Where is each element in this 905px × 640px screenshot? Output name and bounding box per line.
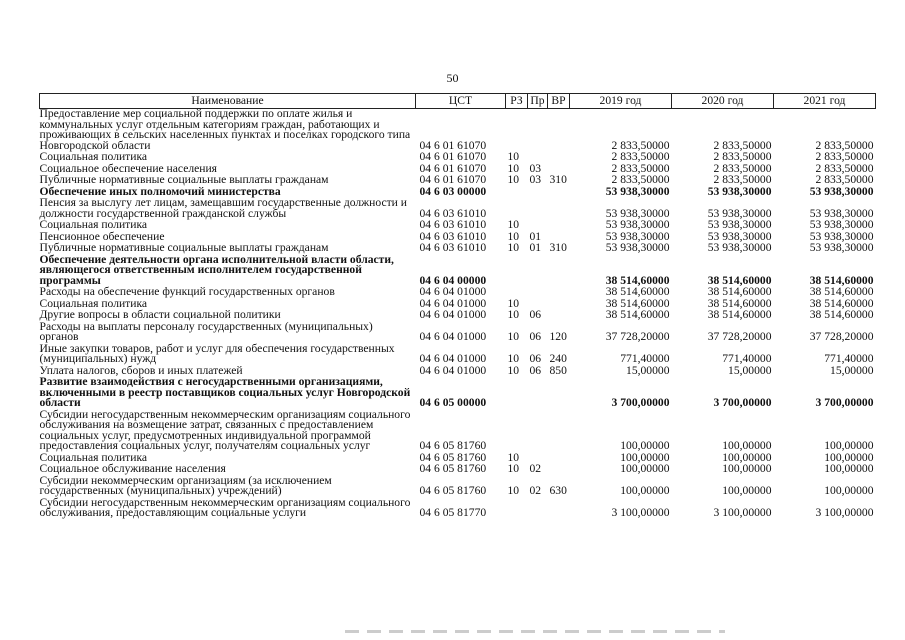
cell-name: Социальное обеспечение населения [39, 161, 218, 175]
cell-rz: 10 [507, 229, 520, 243]
cell-pr: 06 [529, 363, 542, 377]
cell-vr [548, 453, 570, 465]
header-pr: Пр [528, 94, 548, 109]
cell-name: Субсидии некоммерческим организациям (за исключением государственных (муниципальных) учреждений) [39, 473, 332, 497]
cell-vr [548, 464, 570, 476]
cell-vr [548, 287, 570, 299]
cell-name: Субсидии негосударственным некоммерческим организациям социального обслуживания на возмещение затрат, связанных с предоставлением социальных услуг, предусмотренных индивидуальной программой предоставления социальных услуг, получателям социальных услуг [39, 407, 411, 452]
cell-name: Расходы на выплаты персоналу государственных (муниципальных) органов [39, 319, 373, 343]
cell-rz: 10 [507, 450, 520, 464]
cell-name: Социальная политика [39, 296, 148, 310]
cell-y2021: 37 728,20000 [809, 330, 874, 343]
cell-vr: 310 [549, 241, 567, 254]
cell-cst: 04 6 04 01000 [419, 330, 487, 343]
cell-vr [548, 255, 570, 288]
cell-y2021: 53 938,30000 [809, 229, 874, 243]
cell-name: Социальная политика [39, 450, 148, 464]
cell-vr [548, 198, 570, 220]
cell-y2019: 53 938,30000 [605, 206, 670, 220]
cell-vr [548, 299, 570, 311]
cell-y2021: 38 514,60000 [809, 273, 874, 287]
header-2020: 2020 год [672, 94, 774, 109]
cell-cst: 04 6 03 00000 [419, 184, 487, 198]
cell-y2020: 100,00000 [722, 462, 772, 475]
table-row [40, 498, 876, 520]
cell-cst: 04 6 05 00000 [419, 396, 487, 409]
cell-cst: 04 6 04 00000 [419, 273, 487, 287]
table-row [40, 476, 876, 498]
cell-y2021: 15,00000 [830, 363, 874, 377]
cell-y2019: 38 514,60000 [605, 308, 670, 321]
table-row [40, 410, 876, 453]
cell-y2021: 38 514,60000 [809, 308, 874, 321]
cell-vr: 240 [549, 352, 567, 365]
cell-y2019: 38 514,60000 [605, 273, 670, 287]
cell-pr [528, 198, 548, 220]
cell-y2020: 3 700,00000 [713, 396, 772, 409]
cell-cst: 04 6 05 81760 [419, 450, 487, 464]
cell-y2020: 53 938,30000 [707, 241, 772, 254]
cell-cst: 04 6 01 61070 [419, 138, 487, 152]
cell-pr: 02 [529, 462, 542, 475]
cell-y2021: 53 938,30000 [809, 206, 874, 220]
cell-cst: 04 6 01 61070 [419, 150, 487, 163]
cell-pr [528, 255, 548, 288]
cell-cst: 04 6 04 01000 [419, 296, 487, 310]
cell-cst: 04 6 05 81760 [419, 484, 487, 497]
cell-vr [548, 498, 570, 520]
cell-y2019: 2 833,50000 [611, 173, 670, 186]
cell-rz [506, 377, 528, 410]
cell-y2019: 771,40000 [620, 352, 670, 365]
cell-rz: 10 [507, 296, 520, 310]
cell-y2019: 100,00000 [620, 439, 670, 452]
table-row [40, 377, 876, 410]
cell-vr [548, 310, 570, 322]
header-2021: 2021 год [774, 94, 876, 109]
cell-y2020: 771,40000 [722, 352, 772, 365]
cell-y2020: 53 938,30000 [707, 218, 772, 231]
cell-pr [528, 377, 548, 410]
cell-name: Социальная политика [39, 150, 148, 163]
table-row [40, 322, 876, 344]
cell-y2019: 100,00000 [620, 462, 670, 475]
cell-rz: 10 [507, 218, 520, 231]
cell-y2021: 2 833,50000 [815, 173, 874, 186]
cell-rz [506, 187, 528, 199]
cell-name: Пенсионное обеспечение [39, 229, 165, 243]
cell-name: Пенсия за выслугу лет лицам, замещавшим государственные должности и должности государственной гражданской службы [39, 196, 407, 220]
cell-cst: 04 6 04 01000 [419, 308, 487, 321]
cell-pr [528, 410, 548, 453]
cell-vr: 310 [549, 173, 567, 186]
cell-y2020: 2 833,50000 [713, 138, 772, 152]
cell-name: Обеспечение иных полномочий министерства [39, 184, 281, 198]
cell-y2019: 100,00000 [620, 450, 670, 464]
cell-y2021: 38 514,60000 [809, 285, 874, 298]
cell-y2021: 100,00000 [824, 450, 874, 464]
cell-cst: 04 6 03 61010 [419, 218, 487, 231]
cell-pr: 06 [529, 352, 542, 365]
cell-y2020: 37 728,20000 [707, 330, 772, 343]
cell-rz: 10 [507, 363, 520, 377]
header-vr: ВР [548, 94, 570, 109]
cell-rz: 10 [507, 241, 520, 254]
cell-y2020: 53 938,30000 [707, 184, 772, 198]
cell-y2020: 3 100,00000 [713, 506, 772, 519]
scan-artifact [345, 630, 725, 633]
cell-pr [528, 287, 548, 299]
cell-y2021: 3 100,00000 [815, 506, 874, 519]
cell-y2021: 100,00000 [824, 484, 874, 497]
cell-cst: 04 6 04 01000 [419, 352, 487, 365]
cell-vr: 630 [549, 484, 567, 497]
cell-name: Публичные нормативные социальные выплаты гражданам [39, 173, 329, 186]
cell-y2020: 38 514,60000 [707, 285, 772, 298]
cell-y2020: 2 833,50000 [713, 173, 772, 186]
cell-y2020: 53 938,30000 [707, 206, 772, 220]
cell-pr [528, 187, 548, 199]
cell-rz [506, 198, 528, 220]
table-row [40, 109, 876, 153]
table-row [40, 344, 876, 366]
cell-y2021: 53 938,30000 [809, 218, 874, 231]
cell-pr: 06 [529, 330, 542, 343]
cell-y2019: 38 514,60000 [605, 285, 670, 298]
cell-rz [506, 410, 528, 453]
cell-vr: 120 [549, 330, 567, 343]
cell-rz [506, 498, 528, 520]
cell-vr [548, 220, 570, 232]
cell-y2019: 100,00000 [620, 484, 670, 497]
cell-pr: 03 [529, 161, 542, 175]
cell-vr: 850 [549, 363, 567, 377]
cell-rz: 10 [507, 173, 520, 186]
cell-name: Публичные нормативные социальные выплаты гражданам [39, 241, 329, 254]
cell-rz: 10 [507, 308, 520, 321]
cell-name: Развитие взаимодействия с негосударственными организациями, включенными в реестр поставщиков социальных услуг Новгородской области [39, 375, 411, 409]
cell-y2019: 2 833,50000 [611, 150, 670, 163]
cell-rz [506, 255, 528, 288]
cell-rz: 10 [507, 352, 520, 365]
cell-pr: 02 [529, 484, 542, 497]
cell-rz: 10 [507, 462, 520, 475]
budget-table [39, 93, 876, 520]
cell-name: Уплата налогов, сборов и иных платежей [39, 363, 243, 377]
cell-cst: 04 6 01 61070 [419, 173, 487, 186]
cell-pr: 03 [529, 173, 542, 186]
cell-cst: 04 6 05 81760 [419, 462, 487, 475]
cell-vr [548, 377, 570, 410]
cell-y2019: 37 728,20000 [605, 330, 670, 343]
cell-pr [528, 109, 548, 153]
cell-y2020: 38 514,60000 [707, 308, 772, 321]
cell-vr [548, 410, 570, 453]
cell-rz: 10 [507, 330, 520, 343]
cell-cst: 04 6 05 81770 [419, 506, 487, 519]
cell-y2020: 100,00000 [722, 484, 772, 497]
cell-y2019: 53 938,30000 [605, 184, 670, 198]
table-row [40, 198, 876, 220]
cell-y2021: 2 833,50000 [815, 161, 874, 175]
cell-rz [506, 109, 528, 153]
cell-y2021: 53 938,30000 [809, 241, 874, 254]
cell-y2020: 100,00000 [722, 439, 772, 452]
cell-cst: 04 6 04 01000 [419, 285, 487, 298]
cell-name: Предоставление мер социальной поддержки по оплате жилья и коммунальных услуг отдельным категориям граждан, работающих и проживающих в сельских населенных пунктах и поселках городского типа Новгородской области [39, 107, 411, 152]
cell-rz: 10 [507, 484, 520, 497]
cell-cst: 04 6 03 61010 [419, 241, 487, 254]
cell-cst: 04 6 03 61010 [419, 229, 487, 243]
cell-name: Субсидии негосударственным некоммерческим организациям социального обслуживания, предоставляющим социальные услуги [39, 495, 411, 519]
cell-name: Обеспечение деятельности органа исполнительной власти области, являющегося ответственным исполнителем государственной программы [39, 252, 394, 287]
cell-y2020: 38 514,60000 [707, 296, 772, 310]
cell-y2019: 15,00000 [626, 363, 670, 377]
cell-vr [548, 109, 570, 153]
cell-y2021: 38 514,60000 [809, 296, 874, 310]
page-number: 50 [446, 71, 459, 85]
cell-y2020: 2 833,50000 [713, 161, 772, 175]
cell-name: Другие вопросы в области социальной политики [39, 308, 281, 321]
cell-y2020: 2 833,50000 [713, 150, 772, 163]
cell-y2019: 53 938,30000 [605, 229, 670, 243]
cell-name: Расходы на обеспечение функций государственных органов [39, 285, 335, 298]
cell-y2021: 3 700,00000 [815, 396, 874, 409]
cell-pr: 01 [529, 241, 542, 254]
cell-vr [548, 152, 570, 164]
cell-y2020: 38 514,60000 [707, 273, 772, 287]
cell-y2019: 2 833,50000 [611, 138, 670, 152]
cell-y2021: 2 833,50000 [815, 138, 874, 152]
cell-y2021: 100,00000 [824, 462, 874, 475]
cell-y2019: 53 938,30000 [605, 218, 670, 231]
cell-vr [548, 187, 570, 199]
cell-y2019: 3 700,00000 [611, 396, 670, 409]
cell-pr [528, 498, 548, 520]
cell-cst: 04 6 01 61070 [419, 161, 487, 175]
cell-y2019: 38 514,60000 [605, 296, 670, 310]
cell-name: Иные закупки товаров, работ и услуг для обеспечения государственных (муниципальных) нужд [39, 341, 395, 365]
cell-y2019: 53 938,30000 [605, 241, 670, 254]
cell-y2021: 100,00000 [824, 439, 874, 452]
cell-pr: 06 [529, 308, 542, 321]
header-name: Наименование [40, 94, 416, 109]
cell-y2020: 100,00000 [722, 450, 772, 464]
cell-y2021: 2 833,50000 [815, 150, 874, 163]
cell-y2019: 3 100,00000 [611, 506, 670, 519]
header-rz: РЗ [506, 94, 528, 109]
cell-y2019: 2 833,50000 [611, 161, 670, 175]
cell-y2021: 53 938,30000 [809, 184, 874, 198]
header-cst: ЦСТ [416, 94, 506, 109]
cell-name: Социальная политика [39, 218, 148, 231]
cell-rz: 10 [507, 161, 520, 175]
cell-pr: 01 [529, 229, 542, 243]
table-row [40, 255, 876, 288]
cell-cst: 04 6 03 61010 [419, 206, 487, 220]
header-2019: 2019 год [570, 94, 672, 109]
cell-cst: 04 6 05 81760 [419, 439, 487, 452]
cell-name: Социальное обслуживание населения [39, 462, 226, 475]
cell-y2020: 53 938,30000 [707, 229, 772, 243]
cell-rz: 10 [507, 150, 520, 163]
cell-y2020: 15,00000 [728, 363, 772, 377]
cell-cst: 04 6 04 01000 [419, 363, 487, 377]
cell-y2021: 771,40000 [824, 352, 874, 365]
